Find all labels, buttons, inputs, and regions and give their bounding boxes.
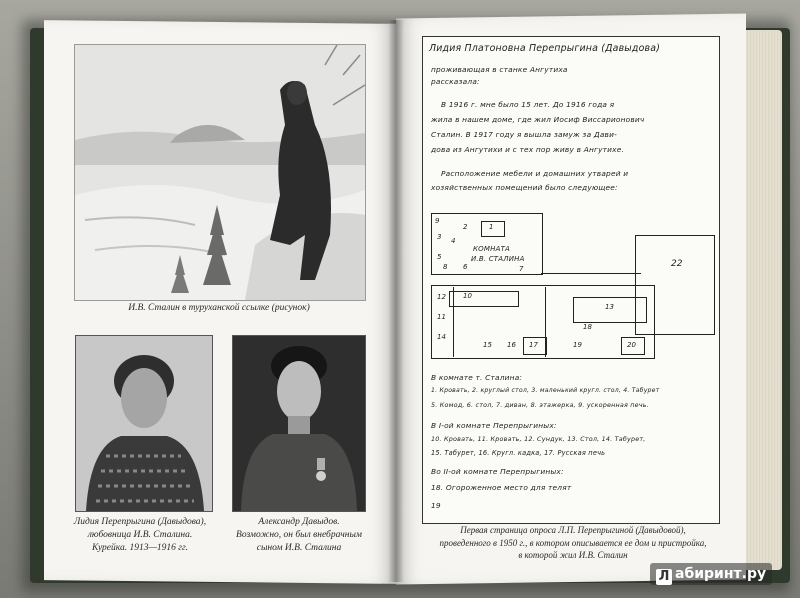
book-gutter [388,20,404,582]
room-number: 1 [489,223,494,231]
page-block-edge [740,30,782,570]
man-caption-line: Александр Давыдов. [258,517,340,527]
document-caption-line: Первая страница опроса Л.П. Перепрыгиной (Давыдовой), [460,525,686,535]
document-line: 5. Комод, 6. стол, 7. диван, 8. этажерка, 9. ускоренная печь. [431,401,649,409]
plan-label: КОМНАТА [473,245,511,253]
room-number: 20 [627,341,636,349]
plan-wall [541,273,641,274]
room-number: 15 [483,341,492,349]
document-line: 19 [431,501,441,510]
room-number: 16 [507,341,516,349]
woman-portrait-photo [75,335,213,512]
woman-caption [60,516,220,555]
document-line: проживающая в станке Ангутиха [431,65,568,74]
room-number: 11 [437,313,446,321]
room-number: 10 [463,292,472,300]
plan-item-10 [449,291,519,307]
room-number: 3 [437,233,442,241]
document-line: хозяйственных помещений было следующее: [431,183,618,192]
watermark-logo-glyph: Л [656,569,672,585]
room-number: 6 [463,263,468,271]
watermark-text: абиринт.ру [675,566,767,582]
room-number: 12 [437,293,446,301]
room-number: 4 [451,237,456,245]
room-number: 17 [529,341,538,349]
document-caption [410,524,736,562]
document-line: В 1916 г. мне было 15 лет. До 1916 года я [441,100,615,109]
man-caption-line: сыном И.В. Сталина [256,543,342,553]
document-line: В комнате т. Сталина: [431,373,523,382]
document-caption-line: в которой жил И.В. Сталин [518,550,628,560]
document-title: Лидия Платоновна Перепрыгина (Давыдова) [429,43,661,54]
labirint-watermark [650,563,772,585]
room-number: 19 [573,341,582,349]
document-line: жила в нашем доме, где жил Иосиф Виссарионович [431,115,645,124]
document-line: 1. Кровать, 2. круглый стол, 3. маленький кругл. стол, 4. Табурет [431,387,660,394]
room-number: 9 [435,217,440,225]
document-line: 15. Табурет, 16. Кругл. кадка, 17. Русская печь [431,449,606,457]
room-number: 5 [437,253,442,261]
woman-caption-line: любовница И.В. Сталина. [87,530,193,540]
document-caption-line: проведенного в 1950 г., в котором описывается ее дом и пристройка, [439,537,707,548]
drawing-caption: И.В. Сталин в туруханской ссылке (рисунок) [128,303,310,313]
handwritten-document [422,36,720,524]
man-caption-line: Возможно, он был внебрачным [236,530,362,540]
room-number: 7 [519,265,524,273]
room-number: 2 [463,223,468,231]
man-portrait-photo [232,335,366,512]
room-number: 14 [437,333,446,341]
man-portrait-art [233,336,365,511]
woman-portrait-art [76,336,212,511]
document-line: 10. Кровать, 11. Кровать, 12. Сундук, 13. Стол, 14. Табурет, [431,435,646,443]
plan-label: И.В. СТАЛИНА [471,255,525,263]
drawing-art [75,45,365,300]
man-caption [218,516,380,555]
document-line: Расположение мебели и домашних утварей и [441,169,629,178]
document-line: В I-ой комнате Перепрыгиных: [431,421,557,430]
woman-caption-line: Лидия Перепрыгина (Давыдова), [73,517,207,527]
stalin-exile-drawing [74,44,366,301]
document-line: дова из Ангутихи и с тех пор живу в Ангутихе. [431,145,625,154]
room-number: 8 [443,263,448,271]
document-line: Сталин. В 1917 году я вышла замуж за Дави- [431,130,617,139]
document-line: Во II-ой комнате Перепрыгиных: [431,467,564,476]
document-line: рассказала: [431,77,480,86]
room-number: 18 [583,323,592,331]
room-number: 13 [605,303,614,311]
document-line: 18. Огороженное место для телят [431,483,572,492]
woman-caption-line: Курейка. 1913—1916 гг. [92,543,188,553]
room-number: 22 [671,259,683,269]
